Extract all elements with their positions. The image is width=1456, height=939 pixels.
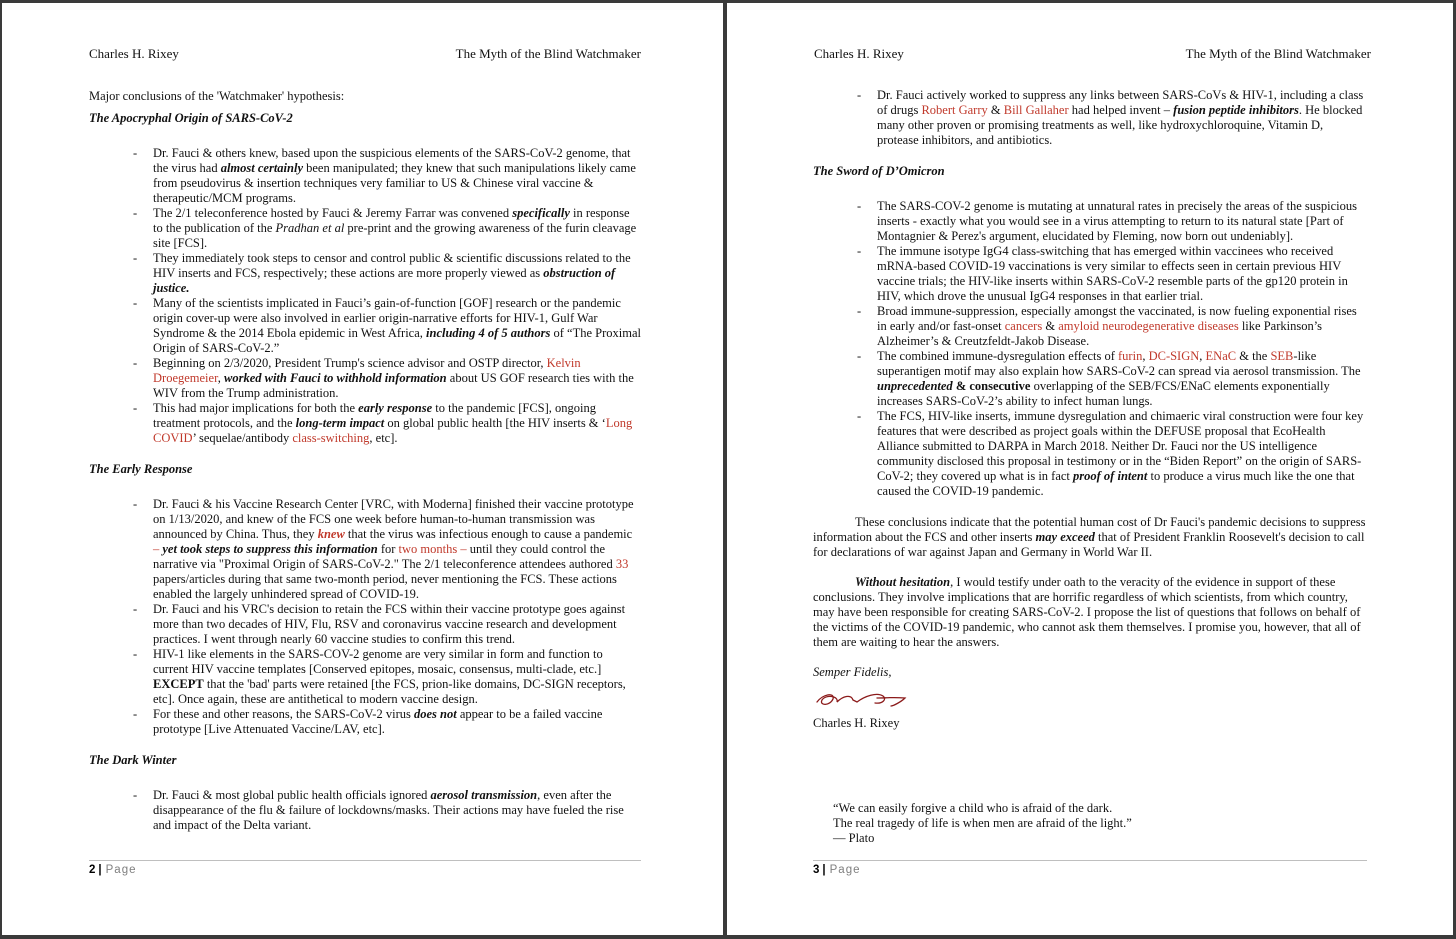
list-item: - The combined immune-dysregulation effects of furin, DC-SIGN, ENaC & the SEB-like superantigen motif may also explain how SARS-CoV-2 can spread via aerosol transmission. The unprecedented & consecutive overlapping of the SEB/FCS/ENaC elements exponentially increases SARS-CoV-2’s ability to infect human lungs. (813, 349, 1367, 409)
list-item: - Dr. Fauci & his Vaccine Research Center [VRC, with Moderna] finished their vaccine prototype on 1/13/2020, and knew of the FCS one week before human-to-human transmission was announced by China. Thus, they knew that the virus was infectious enough to cause a pandemic – yet took steps to suppress this information for two months – until they could control the narrative via "Proximal Origin of SARS-CoV-2." The 2/1 teleconference attendees authored 33 papers/articles during that same two-month period, never mentioning the FCS. These actions enabled the largely unhindered spread of COVID-19. (89, 497, 641, 602)
page-number-footer: 3 | Page (813, 864, 861, 876)
list-item: - HIV-1 like elements in the SARS-COV-2 genome are very similar in form and function to current HIV vaccine templates [Conserved epitopes, mosaic, consensus, multi-clade, etc.] EXCEPT that the 'bad' parts were retained [the FCS, prion-like domains, DC-SIGN receptors, etc]. Once again, these are antithetical to modern vaccine design. (89, 647, 641, 707)
header-author: Charles H. Rixey (814, 46, 904, 61)
signature (813, 686, 913, 712)
bullet-list-omicron (813, 199, 1367, 499)
section-title-sword-of-domicron: The Sword of D’Omicron (813, 164, 945, 178)
intro-text: Major conclusions of the 'Watchmaker' hypothesis: (89, 89, 345, 103)
list-item: - Dr. Fauci and his VRC's decision to retain the FCS within their vaccine prototype goes against more than two decades of HIV, Flu, RSV and coronavirus vaccine research and development practices. I went through nearly 60 vaccine studies to confirm this trend. (89, 602, 641, 647)
link-33[interactable]: 33 (615, 557, 629, 571)
section-title-dark-winter: The Dark Winter (89, 753, 177, 767)
list-item: - For these and other reasons, the SARS-CoV-2 virus does not appear to be a failed vaccine prototype [Live Attenuated Vaccine/LAV, etc]. (89, 707, 641, 737)
document-page-3 (727, 3, 1453, 935)
link-dc-sign[interactable]: DC-SIGN (1148, 349, 1200, 363)
list-item: - Many of the scientists implicated in Fauci’s gain-of-function [GOF] research or the pandemic origin cover-up were also involved in earlier origin-narrative efforts for HIV-1, Gulf War Syndrome & the 2014 Ebola epidemic in West Africa, including 4 of 5 authors of “The Proximal Origin of SARS-CoV-2.” (89, 296, 641, 356)
bullet-list-dark-winter (89, 788, 641, 833)
header-title: The Myth of the Blind Watchmaker (1185, 46, 1371, 61)
link-enac[interactable]: ENaC (1205, 349, 1237, 363)
link-knew[interactable]: knew (317, 527, 345, 541)
list-item: - The 2/1 teleconference hosted by Fauci & Jeremy Farrar was convened specifically in response to the publication of the Pradhan et al pre-print and the growing awareness of the furin cleavage site [FCS]. (89, 206, 641, 251)
list-item: - This had major implications for both the early response to the pandemic [FCS], ongoing treatment protocols, and the long-term impact on global public health [the HIV inserts & ‘Long COVID’ sequelae/antibody class-switching, etc]. (89, 401, 641, 446)
link-two-months[interactable]: two months – (398, 542, 467, 556)
link-class-switching[interactable]: class-switching (292, 431, 370, 445)
bullet-list-continued (813, 88, 1367, 148)
link-seb[interactable]: SEB (1270, 349, 1294, 363)
testimony-paragraph: Without hesitation, I would testify under oath to the veracity of the evidence in support of these conclusions. They involve implications that are horrific regardless of which scientists, from which country, may have been responsible for creating SARS-CoV-2. I propose the list of questions that follows on behalf of the victims of the COVID-19 pandemic, who cannot ask them themselves. I promise you, however, that all of them are waiting to hear the answers. (813, 575, 1361, 649)
footer-divider (813, 860, 1367, 861)
page-3-content (813, 88, 1367, 731)
footer-divider (89, 860, 641, 861)
link-bill-gallaher[interactable]: Bill Gallaher (1003, 103, 1069, 117)
link-kelvin-droegemeier[interactable]: Kelvin Droegemeier (153, 356, 581, 385)
list-item: - The immune isotype IgG4 class-switching that has emerged within vaccinees who received mRNA-based COVID-19 vaccinations is very similar to effects seen in certain previous HIV vaccine trials; the HIV-like inserts within SARS-CoV-2 resemble parts of the gp120 protein in HIV, which drove the unusual IgG4 responses in that earlier trial. (813, 244, 1367, 304)
document-page-2 (2, 3, 723, 935)
section-title-early-response: The Early Response (89, 462, 193, 476)
section-title-origin: The Apocryphal Origin of SARS-CoV-2 (89, 111, 293, 125)
link-robert-garry[interactable]: Robert Garry (921, 103, 988, 117)
list-item: - The FCS, HIV-like inserts, immune dysregulation and chimaeric viral construction were four key features that were described as project goals within the DEFUSE proposal that EcoHealth Alliance submitted to DARPA in March 2018. Neither Dr. Fauci nor the US intelligence community disclosed this proposal in testimony or in the “Biden Report” on the origin of SARS-CoV-2; they covered up what is in fact proof of intent to produce a virus much like the one that caused the COVID-19 pandemic. (813, 409, 1367, 499)
page-number-footer: 2 | Page (89, 864, 137, 876)
list-item: - Beginning on 2/3/2020, President Trump's science advisor and OSTP director, Kelvin Droegemeier, worked with Fauci to withhold information about US GOF research ties with the WIV from the Trump administration. (89, 356, 641, 401)
link-long-covid[interactable]: Long COVID (153, 416, 633, 445)
link-furin[interactable]: furin (1118, 349, 1143, 363)
list-item: - The SARS-COV-2 genome is mutating at unnatural rates in precisely the areas of the suspicious inserts - exactly what you would see in a virus attempting to return to its natural state [Part of Montagnier & Perez's argument, elucidated by Fleming, now born out undeniably]. (813, 199, 1367, 244)
list-item: - They immediately took steps to censor and control public & scientific discussions related to the HIV inserts and FCS, respectively; these actions are more properly viewed as obstruction of justice. (89, 251, 641, 296)
list-item: - Broad immune-suppression, especially amongst the vaccinated, is now fueling exponential rises in early and/or fast-onset cancers & amyloid neurodegenerative diseases like Parkinson’s Alzheimer’s & Creutzfeldt-Jakob Disease. (813, 304, 1367, 349)
list-item: - Dr. Fauci & most global public health officials ignored aerosol transmission, even after the disappearance of the flu & failure of lockdowns/masks. Their actions may have fueled the rise and impact of the Delta variant. (89, 788, 641, 833)
page-2-content (89, 89, 641, 849)
bullet-list-origin (89, 146, 641, 446)
link-amyloid-diseases[interactable]: amyloid neurodegenerative diseases (1058, 319, 1239, 333)
list-item: - Dr. Fauci & others knew, based upon the suspicious elements of the SARS-CoV-2 genome, that the virus had almost certainly been manipulated; they knew that such manipulations likely came from pseudovirus & insertion techniques very familiar to US & Chinese viral vaccine & therapeutic/MCM programs. (89, 146, 641, 206)
list-item: - Dr. Fauci actively worked to suppress any links between SARS-CoVs & HIV-1, including a class of drugs Robert Garry & Bill Gallaher had helped invent – fusion peptide inhibitors. He blocked many other proven or promising treatments as well, like hydroxychloroquine, Vitamin D, protease inhibitors, and antibiotics. (813, 88, 1367, 148)
header-author: Charles H. Rixey (89, 46, 179, 61)
plato-quote: “We can easily forgive a child who is afraid of the dark. The real tragedy of life is when men are afraid of the light.” — Plato (833, 801, 1132, 845)
conclusion-paragraph: These conclusions indicate that the potential human cost of Dr Fauci's pandemic decisions to suppress information about the FCS and other inserts may exceed that of President Franklin Roosevelt's decision to call for declarations of war against Japan and Germany in World War II. (813, 515, 1366, 559)
link-cancers[interactable]: cancers (1004, 319, 1043, 333)
signature-name: Charles H. Rixey (813, 716, 900, 730)
bullet-list-early-response (89, 497, 641, 737)
header-title: The Myth of the Blind Watchmaker (455, 46, 641, 61)
closing-salutation: Semper Fidelis, (813, 665, 892, 679)
